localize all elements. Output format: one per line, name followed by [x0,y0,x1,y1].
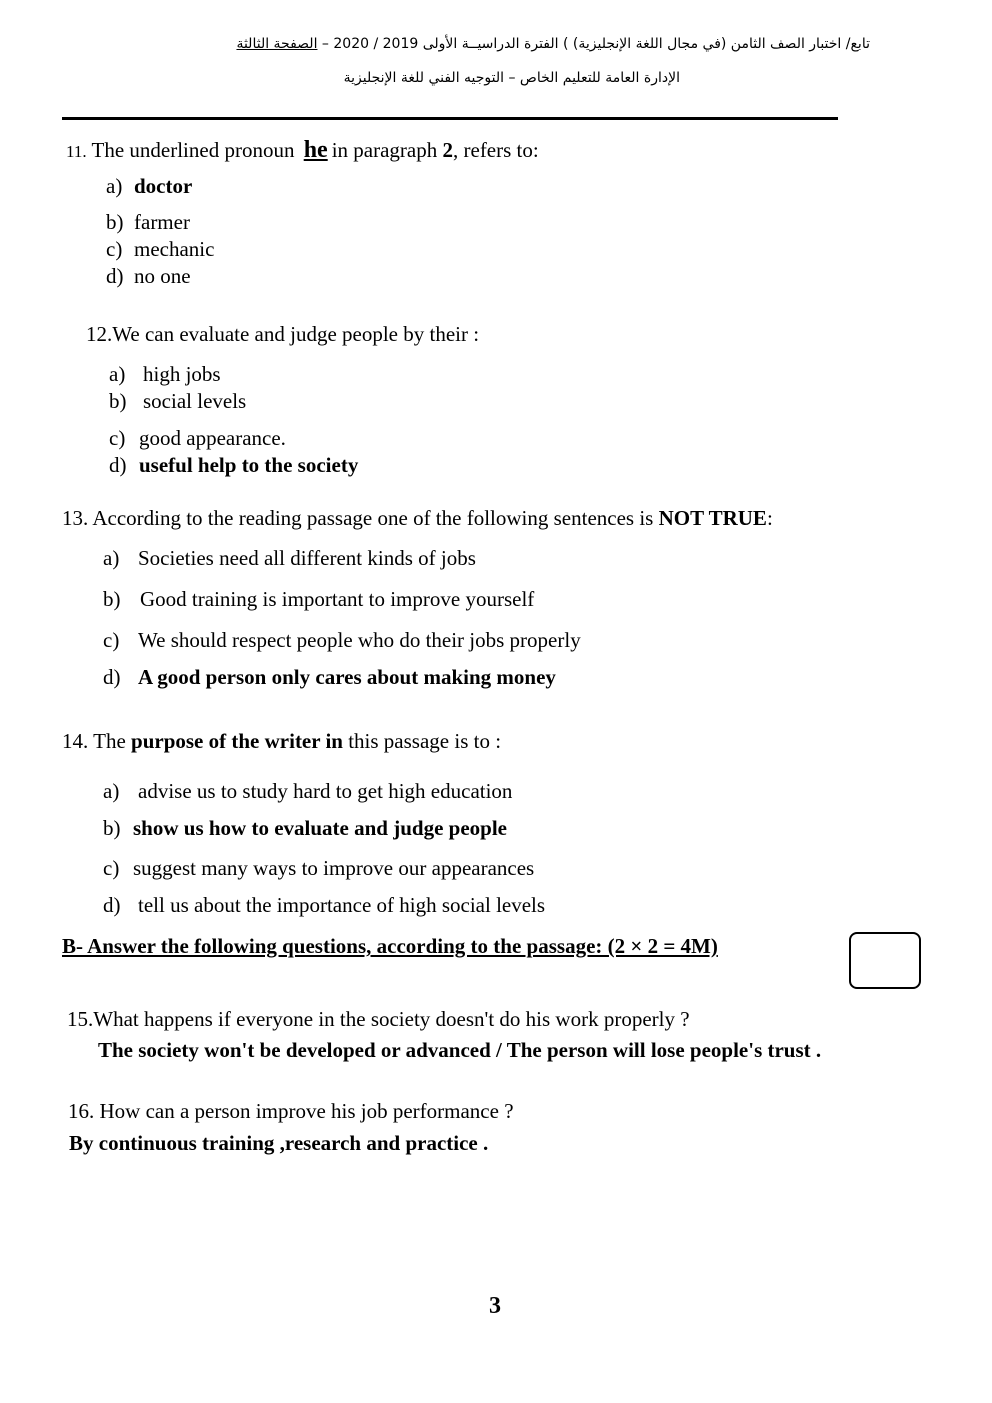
q12-option-c: c) good appearance. [109,426,286,450]
q12-question: 12.We can evaluate and judge people by their : [86,322,480,346]
q11-text-after: , refers to: [453,138,539,162]
q11-text-before: The underlined pronoun [91,138,295,162]
q11-option-d: d) no one [106,264,191,288]
q11-question [66,137,539,164]
score-box [849,932,921,989]
q13-option-c: c) We should respect people who do their jobs properly [103,628,581,652]
q13-question: 13. According to the reading passage one of the following sentences is NOT TRUE: [62,506,773,530]
q14-question: 14. The purpose of the writer in this passage is to : [62,729,502,753]
q14-emphasis: purpose of the writer in [131,729,343,753]
header-page-label: الصفحة الثالثة [236,36,318,52]
section-b-heading: B- Answer the following questions, according to the passage: (2 × 2 = 4M) [62,934,718,958]
q11-option-c: c) mechanic [106,237,215,261]
q11-option-b: b) farmer [106,210,190,234]
q16-question: 16. How can a person improve his job performance ? [68,1099,514,1123]
q14-option-c: c) suggest many ways to improve our appearances [103,856,535,880]
q16-answer: By continuous training ,research and practice . [69,1131,489,1155]
header-line-2: الإدارة العامة للتعليم الخاص – التوجيه الفني للغة الإنجليزية [343,70,680,86]
q12-option-a: a) high jobs [109,362,221,386]
q11-number: 11. [66,142,87,161]
q14-option-a: a) advise us to study hard to get high education [103,779,513,803]
header-divider [62,117,838,120]
page-number: 3 [489,1293,501,1319]
q13-option-b: b) Good training is important to improve yourself [103,587,535,611]
q13-emphasis: NOT TRUE [658,506,767,530]
q15-question: 15.What happens if everyone in the society doesn't do his work properly ? [67,1007,690,1031]
q13-option-d: d) A good person only cares about making money [103,665,556,689]
q12-option-d: d) useful help to the society [109,453,359,477]
q11-text-middle: in paragraph [331,138,438,162]
q11-pronoun: he [303,137,328,163]
header-title: تابع/ اختبار الصف الثامن (في مجال اللغة الإنجليزية) ) الفترة الدراسيــة الأولى 2019 / 2020 – [321,36,870,52]
q14-option-b: b) show us how to evaluate and judge people [103,816,507,840]
header-line-1 [236,36,870,52]
q15-answer: The society won't be developed or advanced / The person will lose people's trust . [98,1038,822,1062]
q14-option-d: d) tell us about the importance of high social levels [103,893,546,917]
q13-option-a: a) Societies need all different kinds of jobs [103,546,476,570]
q11-paragraph: 2 [442,138,453,162]
q11-option-a: a) doctor [106,174,193,198]
q12-option-b: b) social levels [109,389,247,413]
